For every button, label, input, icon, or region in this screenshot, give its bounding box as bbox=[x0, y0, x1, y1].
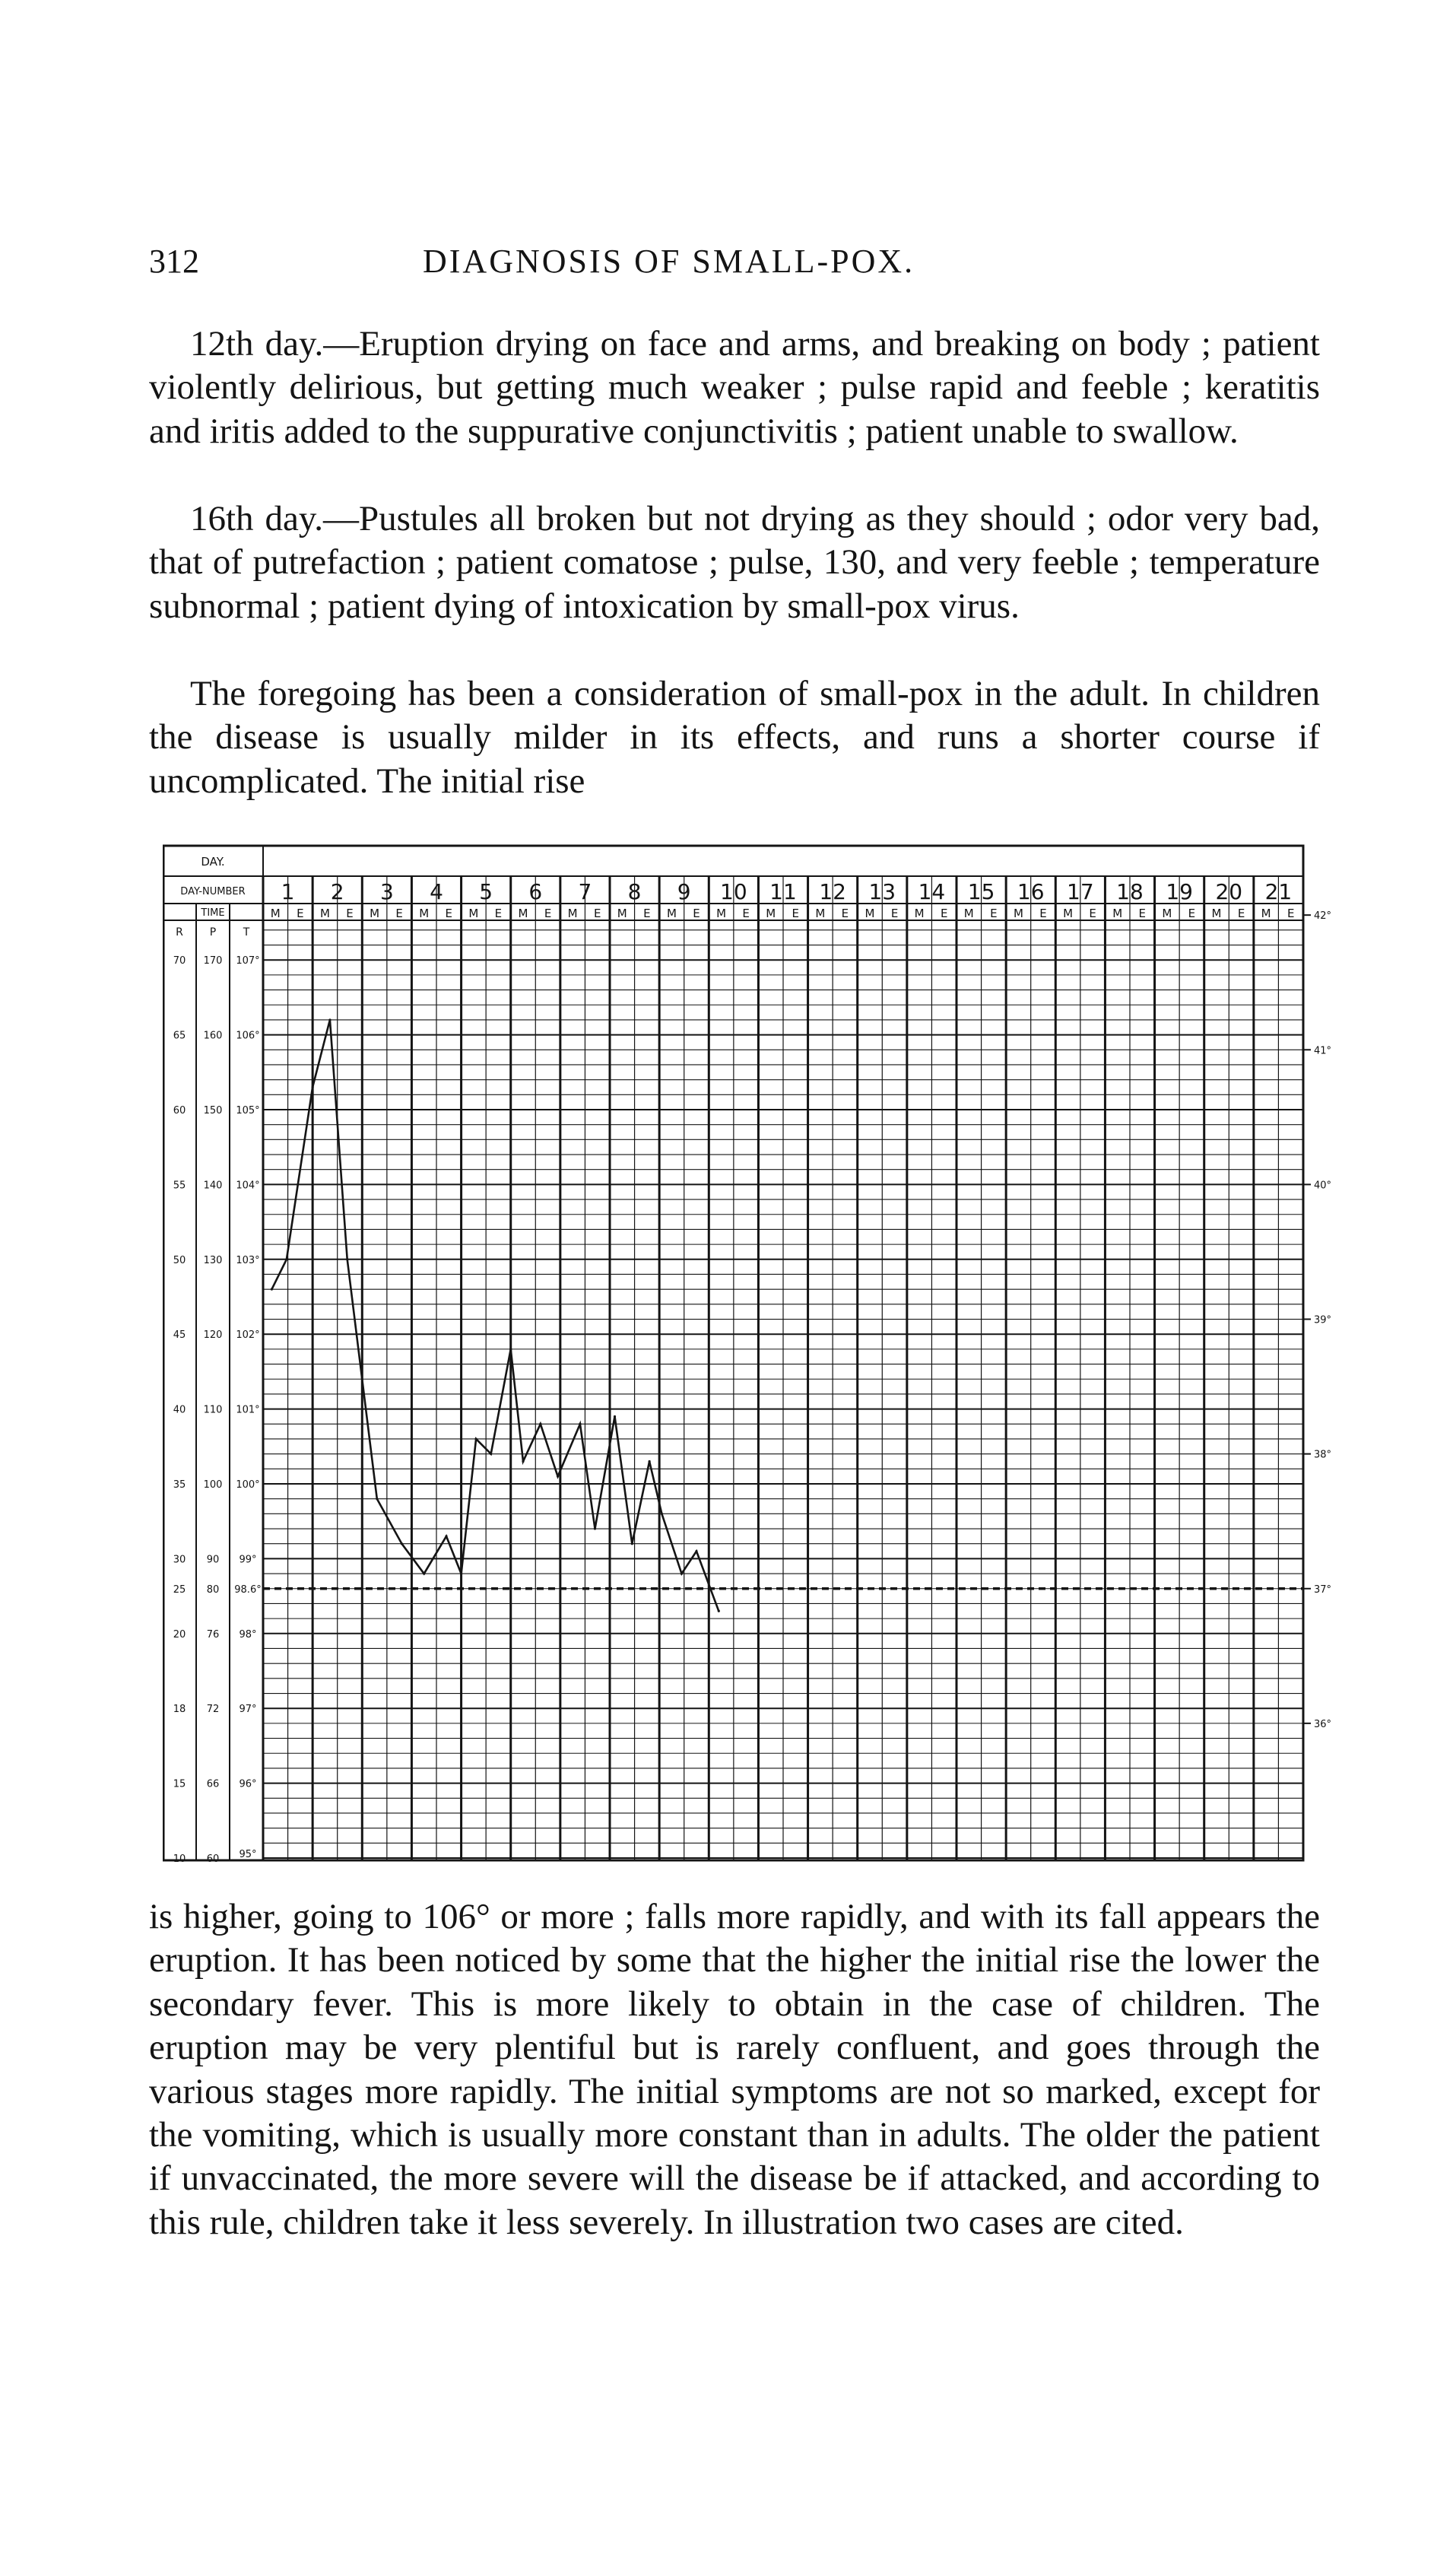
paragraph-children-intro: The foregoing has been a consideration of small-pox in the adult. In children the disease is usually milder in its effects, and runs a shorter course if uncomplicated. The initial rise bbox=[149, 674, 1320, 801]
time-label: M bbox=[865, 907, 875, 920]
day-number-label: 15 bbox=[967, 879, 995, 904]
time-label: E bbox=[841, 907, 849, 920]
page-number: 312 bbox=[149, 243, 199, 280]
celsius-tick-label: 42° bbox=[1314, 910, 1332, 923]
time-label: E bbox=[1138, 907, 1147, 920]
time-label: M bbox=[567, 907, 578, 920]
day-number-label: 8 bbox=[627, 879, 642, 904]
temperature-point bbox=[594, 1527, 596, 1529]
day-number-label: 17 bbox=[1067, 879, 1094, 904]
temperature-point bbox=[285, 1258, 287, 1260]
temperature-tick-label: 107° bbox=[236, 955, 260, 967]
day-number-label: 20 bbox=[1215, 879, 1243, 904]
temperature-point bbox=[346, 1258, 348, 1260]
paragraph-children-course: is higher, going to 106° or more ; falls more rapidly, and with its fall appears the eruption. It has been noticed by some that the higher the initial rise the lower the secondary fever. This is more likely to obtain in the case of children. The eruption may be very plentiful but is rarely confluent, and goes through the various stages more rapidly. The initial symptoms are not so marked, except for the vomiting, which is usually more constant than in adults. The older the patient if unvaccinated, the more severe will the disease be if attacked, and according to this rule, children take it less severely. In illustration two cases are cited. bbox=[149, 1897, 1320, 2242]
temperature-point bbox=[557, 1475, 559, 1478]
temperature-point bbox=[718, 1610, 720, 1612]
pulse-tick-label: 66 bbox=[206, 1778, 220, 1790]
time-label: E bbox=[792, 907, 800, 920]
time-label: E bbox=[1237, 907, 1245, 920]
day-number-label: 7 bbox=[578, 879, 592, 904]
respiration-tick-label: 65 bbox=[173, 1030, 186, 1042]
time-label: M bbox=[1063, 907, 1074, 920]
temperature-point bbox=[328, 1018, 331, 1021]
time-label: E bbox=[544, 907, 552, 920]
time-label: M bbox=[815, 907, 826, 920]
temperature-line bbox=[271, 1020, 719, 1611]
paragraph-16th-day: 16th day.—Pustules all broken but not drying as they should ; odor very bad, that of putrefaction ; patient comatose ; pulse, 130, and very feeble ; temperature subnormal ; patient dying of intoxication by small-pox virus. bbox=[149, 499, 1320, 626]
time-label: M bbox=[963, 907, 974, 920]
temperature-point bbox=[614, 1415, 616, 1418]
pulse-tick-label: 100 bbox=[203, 1479, 223, 1491]
temperature-tick-label: 105° bbox=[236, 1105, 260, 1116]
day-number-label: 19 bbox=[1166, 879, 1193, 904]
temperature-tick-label: 102° bbox=[236, 1329, 260, 1342]
day-number-label: 4 bbox=[430, 879, 443, 904]
day-number-label: 13 bbox=[868, 879, 896, 904]
column-head-label: T bbox=[243, 926, 250, 939]
pulse-tick-label: 140 bbox=[203, 1180, 223, 1192]
pulse-tick-label: 76 bbox=[206, 1628, 220, 1641]
temperature-tick-label: 99° bbox=[239, 1554, 257, 1566]
temperature-point bbox=[649, 1460, 651, 1463]
time-label: M bbox=[1211, 907, 1222, 920]
time-label: E bbox=[990, 907, 998, 920]
temperature-point bbox=[579, 1423, 581, 1425]
day-number-label: 2 bbox=[330, 879, 344, 904]
time-label: M bbox=[1013, 907, 1023, 920]
time-label: E bbox=[445, 907, 453, 920]
temperature-chart-svg bbox=[163, 837, 1338, 1871]
pulse-tick-label: 170 bbox=[203, 955, 223, 967]
respiration-tick-label: 25 bbox=[173, 1583, 186, 1596]
respiration-tick-label: 70 bbox=[173, 955, 186, 967]
temperature-chart bbox=[163, 837, 1338, 1871]
time-label: E bbox=[890, 907, 899, 920]
temperature-point bbox=[312, 1086, 314, 1088]
respiration-tick-label: 55 bbox=[173, 1180, 186, 1192]
time-label: M bbox=[1162, 907, 1172, 920]
respiration-tick-label: 45 bbox=[173, 1329, 186, 1342]
respiration-tick-label: 18 bbox=[173, 1704, 186, 1716]
temperature-tick-label: 98° bbox=[239, 1628, 257, 1641]
time-label: E bbox=[494, 907, 503, 920]
temperature-tick-label: 95° bbox=[239, 1849, 257, 1860]
day-number-label: 14 bbox=[918, 879, 946, 904]
time-label: E bbox=[1039, 907, 1047, 920]
column-head-label: P bbox=[209, 926, 217, 939]
temperature-tick-label: 96° bbox=[239, 1778, 257, 1790]
day-number-label: 12 bbox=[819, 879, 846, 904]
respiration-tick-label: 10 bbox=[173, 1853, 186, 1865]
time-label: E bbox=[395, 907, 403, 920]
temperature-tick-label: 103° bbox=[236, 1254, 260, 1266]
day-number-label: 21 bbox=[1264, 879, 1293, 904]
respiration-tick-label: 15 bbox=[173, 1778, 186, 1790]
respiration-tick-label: 50 bbox=[173, 1254, 186, 1266]
day-number-label: 10 bbox=[720, 879, 747, 904]
pulse-tick-label: 120 bbox=[203, 1329, 223, 1342]
temperature-point bbox=[509, 1348, 512, 1350]
pulse-tick-label: 80 bbox=[206, 1583, 220, 1596]
time-label: E bbox=[1089, 907, 1096, 920]
respiration-tick-label: 40 bbox=[173, 1404, 186, 1416]
day-number-label: 18 bbox=[1116, 879, 1144, 904]
pulse-tick-label: 90 bbox=[206, 1554, 220, 1566]
celsius-tick-label: 41° bbox=[1314, 1045, 1332, 1057]
temperature-tick-label: 101° bbox=[236, 1404, 260, 1416]
temperature-point bbox=[661, 1513, 663, 1515]
temperature-point bbox=[423, 1572, 425, 1574]
pulse-tick-label: 72 bbox=[206, 1704, 220, 1716]
respiration-tick-label: 30 bbox=[173, 1554, 186, 1566]
time-label: E bbox=[940, 907, 948, 920]
time-label: E bbox=[346, 907, 354, 920]
day-number-label: 3 bbox=[379, 879, 394, 904]
time-label: M bbox=[319, 907, 330, 920]
temperature-point bbox=[681, 1572, 683, 1574]
temperature-tick-label: 100° bbox=[236, 1479, 260, 1491]
pulse-tick-label: 150 bbox=[203, 1105, 223, 1116]
temperature-point bbox=[475, 1437, 477, 1440]
temperature-point bbox=[271, 1288, 273, 1291]
day-number-label: 9 bbox=[677, 879, 691, 904]
time-label: M bbox=[270, 907, 281, 920]
time-label: M bbox=[914, 907, 925, 920]
paragraph-12th-day: 12th day.—Eruption drying on face and arms, and breaking on body ; patient violently delirious, but getting much weaker ; pulse rapid and feeble ; keratitis and iritis added to the suppurative conjunctivitis ; patient unable to swallow. bbox=[149, 324, 1320, 451]
temperature-point bbox=[445, 1535, 447, 1537]
time-label: E bbox=[742, 907, 750, 920]
page-header bbox=[149, 242, 1320, 295]
pulse-tick-label: 60 bbox=[206, 1853, 220, 1865]
temperature-point bbox=[376, 1498, 378, 1500]
temperature-point bbox=[631, 1542, 633, 1545]
temperature-point bbox=[401, 1542, 403, 1545]
celsius-tick-label: 36° bbox=[1314, 1718, 1332, 1730]
time-label: M bbox=[617, 907, 627, 920]
time-label: M bbox=[419, 907, 430, 920]
time-label: M bbox=[1261, 907, 1271, 920]
day-number-label: 6 bbox=[528, 879, 543, 904]
time-label: M bbox=[666, 907, 677, 920]
time-label: E bbox=[593, 907, 601, 920]
respiration-tick-label: 60 bbox=[173, 1105, 186, 1116]
celsius-tick-label: 40° bbox=[1314, 1180, 1332, 1192]
day-number-label: 1 bbox=[281, 879, 295, 904]
temperature-point bbox=[460, 1572, 462, 1574]
time-label: M bbox=[1112, 907, 1123, 920]
time-label: M bbox=[766, 907, 776, 920]
column-head-label: R bbox=[176, 926, 183, 939]
day-number-label: 16 bbox=[1017, 879, 1045, 904]
respiration-tick-label: 35 bbox=[173, 1479, 186, 1491]
time-label: M bbox=[518, 907, 528, 920]
time-label: E bbox=[643, 907, 651, 920]
day-number-label: 5 bbox=[479, 879, 493, 904]
time-label: E bbox=[693, 907, 700, 920]
header-time-label: TIME bbox=[201, 907, 225, 919]
time-label: E bbox=[1286, 907, 1295, 920]
pulse-tick-label: 160 bbox=[203, 1030, 223, 1042]
temperature-point bbox=[539, 1423, 541, 1425]
running-title: DIAGNOSIS OF SMALL-POX. bbox=[423, 243, 915, 280]
time-label: M bbox=[716, 907, 727, 920]
respiration-tick-label: 20 bbox=[173, 1628, 186, 1641]
header-day-label: DAY. bbox=[201, 855, 225, 869]
time-label: M bbox=[468, 907, 479, 920]
time-label: M bbox=[370, 907, 380, 920]
pulse-tick-label: 130 bbox=[203, 1254, 223, 1266]
pulse-tick-label: 110 bbox=[203, 1404, 223, 1416]
time-label: E bbox=[1188, 907, 1196, 920]
temperature-point bbox=[522, 1460, 524, 1463]
header-day-number-label: DAY-NUMBER bbox=[180, 886, 246, 897]
temperature-tick-label: 98.6° bbox=[234, 1583, 262, 1596]
temperature-tick-label: 106° bbox=[236, 1030, 260, 1042]
day-number-label: 11 bbox=[769, 879, 797, 904]
celsius-tick-label: 38° bbox=[1314, 1449, 1332, 1461]
temperature-tick-label: 104° bbox=[236, 1180, 260, 1192]
temperature-point bbox=[695, 1550, 697, 1552]
temperature-point bbox=[490, 1453, 492, 1455]
temperature-tick-label: 97° bbox=[239, 1704, 257, 1716]
celsius-tick-label: 39° bbox=[1314, 1314, 1332, 1326]
time-label: E bbox=[297, 907, 304, 920]
celsius-tick-label: 37° bbox=[1314, 1583, 1332, 1596]
